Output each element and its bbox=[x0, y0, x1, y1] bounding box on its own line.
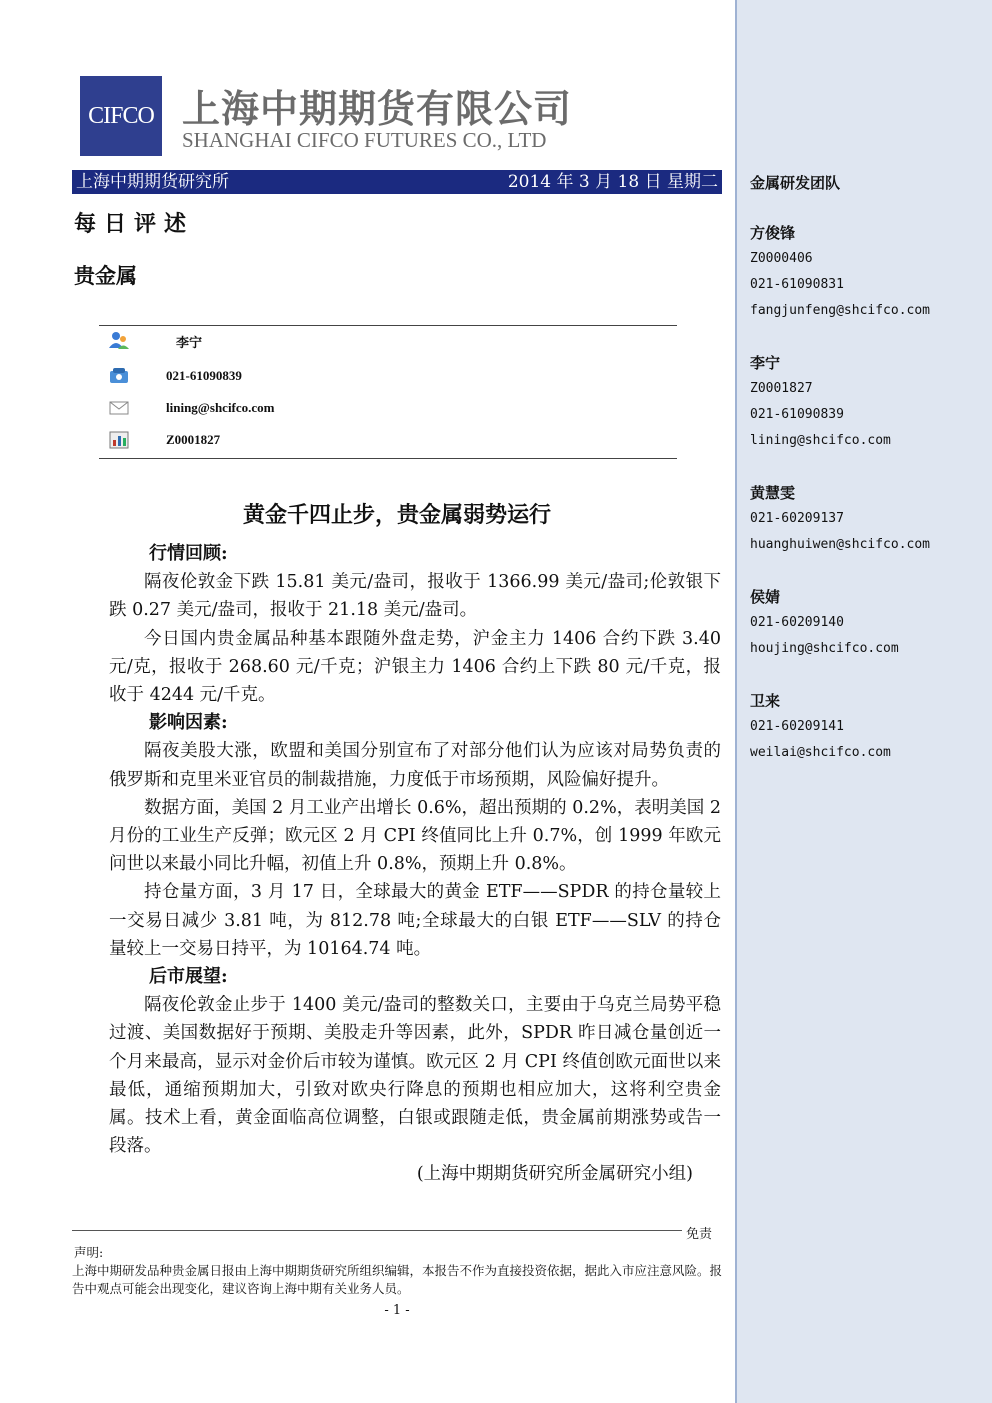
analyst-license: Z0001827 bbox=[750, 381, 813, 396]
chart-icon bbox=[108, 430, 130, 450]
analyst-phone: 021-61090839 bbox=[750, 407, 844, 422]
contact-license-row bbox=[108, 430, 508, 452]
analyst-email[interactable]: huanghuiwen@shcifco.com bbox=[750, 537, 931, 552]
disclaimer-tag: 免责 bbox=[686, 1227, 713, 1242]
article-body bbox=[109, 540, 721, 1189]
paragraph: 今日国内贵金属品种基本跟随外盘走势，沪金主力 1406 合约下跌 3.40 元/克，报收于 268.60 元/千克；沪银主力 1406 合约上下跌 80 元/千克，报收于 4244 元/千克。 bbox=[109, 628, 721, 706]
analyst-card bbox=[750, 350, 990, 454]
contact-license: Z0001827 bbox=[166, 432, 221, 447]
company-name-cn: 上海中期期货有限公司 bbox=[182, 87, 573, 131]
sidebar-title: 金属研发团队 bbox=[750, 174, 841, 192]
category-title: 贵金属 bbox=[74, 263, 137, 288]
contact-name: 李宁 bbox=[176, 335, 203, 350]
analyst-phone: 021-60209141 bbox=[750, 719, 844, 734]
analyst-email[interactable]: houjing@shcifco.com bbox=[750, 641, 899, 656]
contact-email-row bbox=[108, 398, 508, 420]
analyst-name: 方俊锋 bbox=[750, 224, 796, 242]
analyst-name: 黄慧雯 bbox=[750, 484, 796, 502]
analyst-sidebar bbox=[735, 0, 992, 1403]
heading-outlook: 后市展望: bbox=[149, 966, 228, 988]
analyst-card bbox=[750, 220, 990, 324]
company-logo: CIFCO bbox=[80, 76, 162, 156]
report-date: 2014 年 3 月 18 日 星期二 bbox=[507, 172, 718, 192]
disclaimer-divider bbox=[72, 1230, 682, 1231]
disclaimer-text: 上海中期研发品种贵金属日报由上海中期期货研究所组织编辑，本报告不作为直接投资依据，据此入市应注意风险。报告中观点可能会出现变化，建议咨询上海中期有关业务人员。 bbox=[72, 1263, 723, 1296]
analyst-card bbox=[750, 688, 990, 766]
analyst-name: 李宁 bbox=[750, 354, 781, 372]
signature: (上海中期期货研究所金属研究小组) bbox=[416, 1164, 693, 1185]
analyst-phone: 021-60209140 bbox=[750, 615, 844, 630]
analyst-email[interactable]: lining@shcifco.com bbox=[750, 433, 891, 448]
company-name-en: SHANGHAI CIFCO FUTURES CO., LTD bbox=[182, 128, 547, 152]
contact-phone-row bbox=[108, 366, 508, 388]
analyst-email[interactable]: weilai@shcifco.com bbox=[750, 745, 891, 760]
analyst-phone: 021-61090831 bbox=[750, 277, 844, 292]
contact-divider-bottom bbox=[99, 458, 677, 459]
mail-icon bbox=[108, 398, 130, 418]
analyst-phone: 021-60209137 bbox=[750, 511, 844, 526]
analyst-name: 侯婧 bbox=[750, 588, 781, 606]
section-title: 每日评述 bbox=[74, 211, 195, 237]
analyst-card bbox=[750, 584, 990, 662]
header-bar bbox=[72, 170, 722, 194]
contact-name-row bbox=[108, 330, 508, 352]
paragraph: 数据方面，美国 2 月工业产出增长 0.6%，超出预期的 0.2%，表明美国 2 月份的工业生产反弹；欧元区 2 月 CPI 终值同比上升 0.7%，创 1999 年欧元问世以来最小同比升幅，初值上升 0.8%，预期上升 0.8%。 bbox=[109, 797, 721, 875]
page-number: - 1 - bbox=[384, 1303, 410, 1318]
paragraph: 隔夜伦敦金止步于 1400 美元/盎司的整数关口，主要由于乌克兰局势平稳过渡、美国数据好于预期、美股走升等因素，此外，SPDR 昨日减仓量创近一个月来最高，显示对金价后市较为谨慎。欧元区 2 月 CPI 终值创欧元面世以来最低，通缩预期加大，引致对欧央行降息的预期也相应加大，这将利空贵金属。技术上看，黄金面临高位调整，白银或跟随走低，贵金属前期涨势或告一段落。 bbox=[109, 995, 721, 1157]
analyst-email[interactable]: fangjunfeng@shcifco.com bbox=[750, 303, 931, 318]
contact-phone: 021-61090839 bbox=[166, 368, 242, 383]
disclaimer-label: 声明: bbox=[74, 1245, 104, 1260]
institute-name: 上海中期期货研究所 bbox=[76, 172, 229, 192]
contact-divider-top bbox=[99, 325, 677, 326]
paragraph: 隔夜美股大涨，欧盟和美国分别宣布了对部分他们认为应该对局势负责的俄罗斯和克里米亚官员的制裁措施，力度低于市场预期，风险偏好提升。 bbox=[109, 741, 721, 790]
article-title: 黄金千四止步，贵金属弱势运行 bbox=[242, 502, 551, 528]
paragraph: 持仓量方面，3 月 17 日，全球最大的黄金 ETF——SPDR 的持仓量较上一交易日减少 3.81 吨，为 812.78 吨;全球最大的白银 ETF——SLV 的持仓量较上一交易日持平，为 10164.74 吨。 bbox=[109, 882, 721, 959]
user-icon bbox=[108, 330, 130, 350]
analyst-name: 卫来 bbox=[750, 692, 781, 710]
analyst-card bbox=[750, 480, 990, 558]
heading-factors: 影响因素: bbox=[149, 712, 228, 734]
analyst-license: Z0000406 bbox=[750, 251, 813, 266]
heading-market-review: 行情回顾: bbox=[149, 543, 228, 564]
contact-email[interactable]: lining@shcifco.com bbox=[166, 400, 275, 415]
paragraph: 隔夜伦敦金下跌 15.81 美元/盎司，报收于 1366.99 美元/盎司;伦敦银下跌 0.27 美元/盎司，报收于 21.18 美元/盎司。 bbox=[109, 572, 721, 621]
phone-icon bbox=[108, 366, 130, 386]
